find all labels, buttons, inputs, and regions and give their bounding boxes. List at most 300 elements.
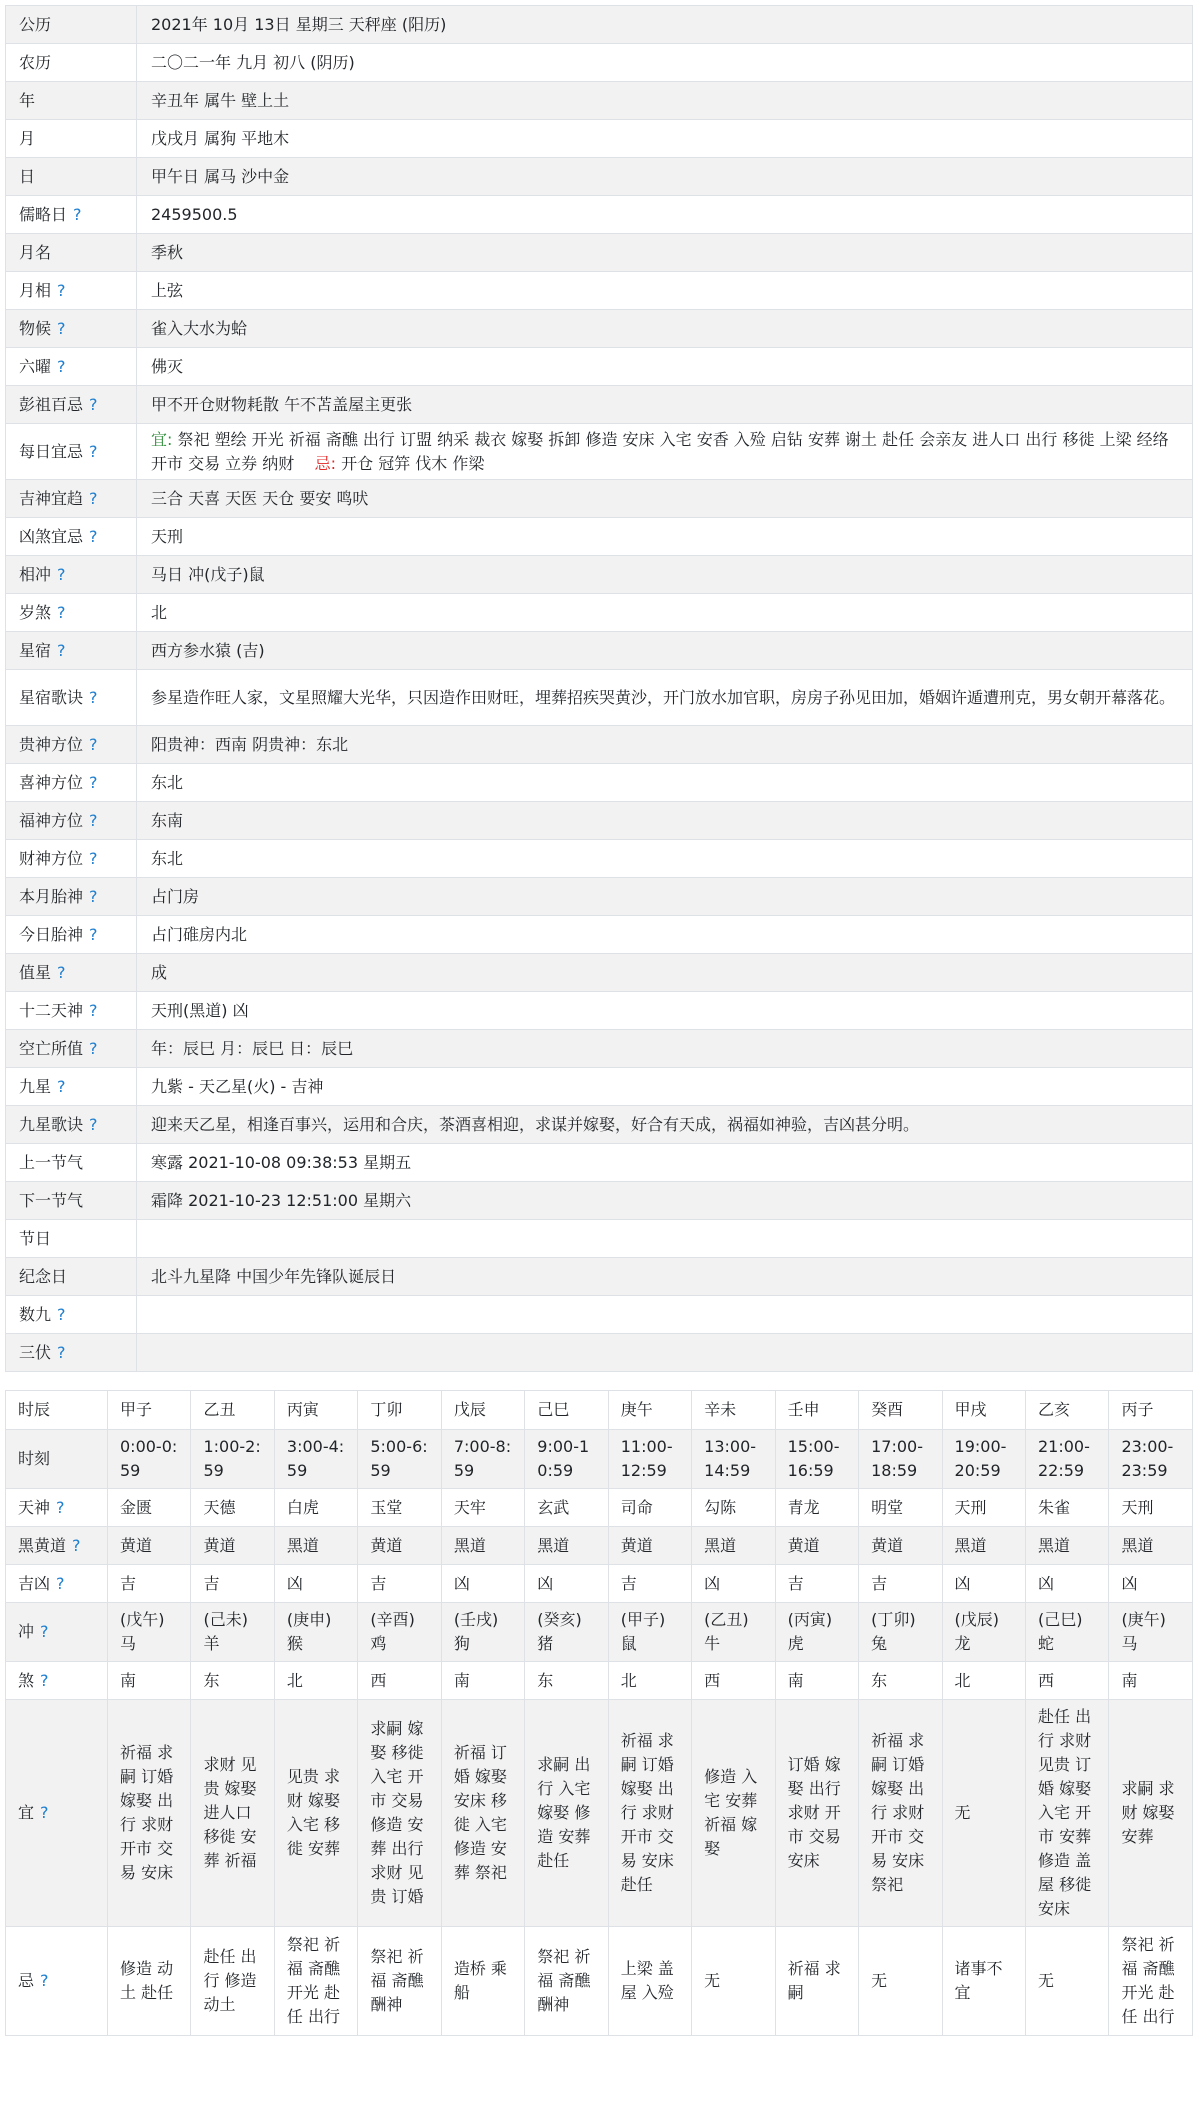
hours-cell: 黑道 (274, 1527, 357, 1565)
info-row-value: 北斗九星降 中国少年先锋队诞辰日 (151, 1266, 397, 1286)
hours-cell: 凶 (1109, 1565, 1193, 1603)
info-row (6, 632, 1193, 670)
hours-row-label: 冲 (18, 1622, 35, 1641)
help-icon[interactable]: ? (89, 734, 98, 754)
help-icon[interactable]: ? (40, 1670, 49, 1690)
info-row-label: 月相 (19, 280, 52, 300)
help-icon[interactable]: ? (57, 356, 66, 376)
info-row-label: 三伏 (19, 1342, 52, 1362)
info-row (6, 44, 1193, 82)
hours-cell: 修造 入宅 安葬 祈福 嫁娶 (692, 1700, 775, 1927)
help-icon[interactable]: ? (40, 1622, 49, 1641)
info-row-label-cell (6, 992, 137, 1030)
info-row-value-cell (137, 1334, 1193, 1372)
info-row-label-cell (6, 1106, 137, 1144)
almanac-page (5, 5, 1193, 2036)
info-row-value: 马日 冲(戊子)鼠 (151, 564, 265, 584)
hours-cell: 黄道 (358, 1527, 441, 1565)
hours-cell: 订婚 嫁娶 出行 求财 开市 交易 安床 (775, 1700, 858, 1927)
hours-cell: 1:00-2:59 (191, 1430, 274, 1489)
info-row-value-cell (137, 556, 1193, 594)
help-icon[interactable]: ? (57, 602, 66, 622)
info-row-value: 2459500.5 (151, 204, 238, 224)
hours-cell: 23:00-23:59 (1109, 1430, 1193, 1489)
info-row-value: 天刑 (151, 526, 184, 546)
info-row-label-cell (6, 670, 137, 726)
hours-cell: 白虎 (274, 1489, 357, 1527)
info-row (6, 310, 1193, 348)
info-row-label: 下一节气 (19, 1190, 84, 1210)
hours-cell: (庚午)马 (1109, 1603, 1193, 1662)
info-row-value-cell (137, 670, 1193, 726)
yi-tag: 宜: (151, 429, 173, 449)
info-row-value-cell (137, 878, 1193, 916)
info-row (6, 1334, 1193, 1372)
hours-cell: 北 (274, 1662, 357, 1700)
hours-cell: (戊辰)龙 (942, 1603, 1025, 1662)
help-icon[interactable]: ? (89, 1038, 98, 1058)
info-row-value: 甲不开仓财物耗散 午不苫盖屋主更张 (151, 394, 413, 414)
help-icon[interactable]: ? (89, 1000, 98, 1020)
info-row (6, 1030, 1193, 1068)
info-row-value-cell (137, 234, 1193, 272)
info-row (6, 1144, 1193, 1182)
help-icon[interactable]: ? (73, 204, 82, 224)
hours-cell: 祭祀 祈福 斋醮 开光 赴任 出行 (1109, 1927, 1193, 2036)
hours-cell: 无 (859, 1927, 942, 2036)
hours-cell: (丙寅)虎 (775, 1603, 858, 1662)
hours-cell: 吉 (608, 1565, 691, 1603)
hours-row (6, 1489, 1193, 1527)
info-row-label: 吉神宜趋 (19, 488, 84, 508)
info-row-label: 福神方位 (19, 810, 84, 830)
hours-cell: 赴任 出行 修造 动土 (191, 1927, 274, 2036)
info-row-label: 公历 (19, 14, 52, 34)
info-row-value: 雀入大水为蛤 (151, 318, 248, 338)
info-row-label: 彭祖百忌 (19, 394, 84, 414)
hours-cell: 南 (441, 1662, 524, 1700)
hours-cell: 求财 见贵 嫁娶 进人口 移徙 安葬 祈福 (191, 1700, 274, 1927)
hours-cell: 求嗣 嫁娶 移徙 入宅 开市 交易 修造 安葬 出行 求财 见贵 订婚 (358, 1700, 441, 1927)
info-row (6, 1220, 1193, 1258)
help-icon[interactable]: ? (57, 1304, 66, 1324)
hours-cell: 吉 (859, 1565, 942, 1603)
info-row-value-cell (137, 726, 1193, 764)
info-row-value: 辛丑年 属牛 壁上土 (151, 90, 290, 110)
help-icon[interactable]: ? (57, 962, 66, 982)
info-row (6, 840, 1193, 878)
hours-cell: 玄武 (525, 1489, 608, 1527)
hour-column-header: 壬申 (775, 1391, 858, 1430)
hours-cell: 修造 动土 赴任 (108, 1927, 191, 2036)
help-icon[interactable]: ? (57, 318, 66, 338)
info-row-label-cell (6, 518, 137, 556)
help-icon[interactable]: ? (40, 1971, 49, 1990)
help-icon[interactable]: ? (57, 1076, 66, 1096)
info-row-label: 贵神方位 (19, 734, 84, 754)
hours-cell: 祭祀 祈福 斋醮 酬神 (525, 1927, 608, 2036)
hours-cell: 西 (358, 1662, 441, 1700)
hours-row-label: 黑黄道 (18, 1535, 67, 1555)
info-row-label-cell (6, 1030, 137, 1068)
hours-cell: 21:00-22:59 (1025, 1430, 1108, 1489)
info-row (6, 1182, 1193, 1220)
hour-column-header: 庚午 (608, 1391, 691, 1430)
info-row-label: 日 (19, 166, 36, 186)
hour-column-header: 乙亥 (1025, 1391, 1108, 1430)
hours-row-label: 天神 (18, 1497, 51, 1517)
hours-cell: (辛酉)鸡 (358, 1603, 441, 1662)
info-row-value-cell (137, 6, 1193, 44)
info-row (6, 158, 1193, 196)
hours-cell: 北 (942, 1662, 1025, 1700)
info-row-value-cell (137, 594, 1193, 632)
info-row-label-cell (6, 196, 137, 234)
info-row-label-cell (6, 424, 137, 480)
hours-cell: 无 (942, 1700, 1025, 1927)
info-row-label-cell (6, 234, 137, 272)
hours-row-label-cell (6, 1700, 108, 1927)
info-row-label: 节日 (19, 1228, 52, 1248)
ji-tag: 忌: (314, 453, 337, 473)
hours-cell: 3:00-4:59 (274, 1430, 357, 1489)
info-row-value: 迎来天乙星，相逢百事兴，运用和合庆，茶酒喜相迎，求谋并嫁娶，好合有天成，祸福如神验，吉凶甚分明。 (151, 1114, 920, 1134)
hours-cell: 青龙 (775, 1489, 858, 1527)
hours-cell: 黄道 (108, 1527, 191, 1565)
hours-header-row (6, 1391, 1193, 1430)
hours-cell: 凶 (692, 1565, 775, 1603)
info-row-label-cell (6, 1296, 137, 1334)
info-row-value-cell (137, 1296, 1193, 1334)
info-row-label-cell (6, 272, 137, 310)
hours-cell: 凶 (274, 1565, 357, 1603)
hours-cell: 天刑 (1109, 1489, 1193, 1527)
info-row-value-cell (137, 954, 1193, 992)
info-row (6, 234, 1193, 272)
hours-cell: 玉堂 (358, 1489, 441, 1527)
hours-cell: 9:00-10:59 (525, 1430, 608, 1489)
info-row-label: 九星歌诀 (19, 1114, 84, 1134)
info-row-value: 天刑(黑道) 凶 (151, 1000, 249, 1020)
hours-cell: 西 (1025, 1662, 1108, 1700)
hours-row (6, 1700, 1193, 1927)
help-icon[interactable]: ? (89, 526, 98, 546)
hours-cell: 17:00-18:59 (859, 1430, 942, 1489)
info-row (6, 196, 1193, 234)
help-icon[interactable]: ? (57, 640, 66, 660)
hours-cell: 南 (108, 1662, 191, 1700)
hours-cell: 黑道 (1025, 1527, 1108, 1565)
hours-row (6, 1603, 1193, 1662)
hours-header-label: 时辰 (6, 1391, 108, 1430)
info-row-value-cell (137, 386, 1193, 424)
info-row-label: 相冲 (19, 564, 52, 584)
info-row-label: 儒略日 (19, 204, 68, 224)
info-row (6, 802, 1193, 840)
info-row-label-cell (6, 158, 137, 196)
info-row-value-cell (137, 158, 1193, 196)
hours-row-label-cell (6, 1565, 108, 1603)
info-row (6, 348, 1193, 386)
hours-row (6, 1565, 1193, 1603)
info-row (6, 916, 1193, 954)
help-icon[interactable]: ? (89, 848, 98, 868)
hours-cell: 黑道 (525, 1527, 608, 1565)
info-row-label: 财神方位 (19, 848, 84, 868)
hour-column-header: 乙丑 (191, 1391, 274, 1430)
help-icon[interactable]: ? (89, 1114, 98, 1134)
info-row-label: 星宿 (19, 640, 52, 660)
info-row-value: 霜降 2021-10-23 12:51:00 星期六 (151, 1190, 412, 1210)
help-icon[interactable]: ? (57, 1342, 66, 1362)
hours-cell: 祈福 求嗣 (775, 1927, 858, 2036)
hours-cell: 上梁 盖屋 入殓 (608, 1927, 691, 2036)
info-row-label: 数九 (19, 1304, 52, 1324)
info-row-value-cell (137, 82, 1193, 120)
info-row-label-cell (6, 386, 137, 424)
yi-items: 祭祀 塑绘 开光 祈福 斋醮 出行 订盟 纳采 裁衣 嫁娶 拆卸 修造 安床 入宅 安香 入殓 启钻 安葬 谢土 赴任 会亲友 进人口 出行 移徙 上梁 经络 开市 交易 立券 纳财 (151, 429, 1169, 473)
help-icon[interactable]: ? (89, 886, 98, 906)
hours-cell: 凶 (1025, 1565, 1108, 1603)
hour-column-header: 戊辰 (441, 1391, 524, 1430)
info-row-value-cell (137, 1182, 1193, 1220)
info-row (6, 556, 1193, 594)
info-row-value-cell (137, 1220, 1193, 1258)
hours-row-label: 忌 (18, 1971, 35, 1990)
info-row (6, 1068, 1193, 1106)
info-row-label: 纪念日 (19, 1266, 68, 1286)
info-row-label-cell (6, 310, 137, 348)
info-row (6, 764, 1193, 802)
info-row-label-cell (6, 594, 137, 632)
info-row-value-cell (137, 348, 1193, 386)
hours-cell: 无 (692, 1927, 775, 2036)
info-row (6, 272, 1193, 310)
hours-cell: 祭祀 祈福 斋醮 开光 赴任 出行 (274, 1927, 357, 2036)
info-row-value: 三合 天喜 天医 天仓 要安 鸣吠 (151, 488, 369, 508)
hours-cell: (己巳)蛇 (1025, 1603, 1108, 1662)
info-row-value-cell (137, 916, 1193, 954)
info-row-label: 农历 (19, 52, 52, 72)
hours-cell: 7:00-8:59 (441, 1430, 524, 1489)
info-row-label-cell (6, 348, 137, 386)
hours-row-label-cell (6, 1603, 108, 1662)
hours-row-label: 煞 (18, 1670, 35, 1690)
hours-cell: 凶 (942, 1565, 1025, 1603)
help-icon[interactable]: ? (57, 564, 66, 584)
info-row-label: 今日胎神 (19, 924, 84, 944)
hours-cell: 吉 (108, 1565, 191, 1603)
info-row-label: 星宿歌诀 (19, 687, 84, 707)
info-row-label: 月 (19, 128, 36, 148)
info-row (6, 1296, 1193, 1334)
hours-row (6, 1430, 1193, 1489)
info-row (6, 1258, 1193, 1296)
help-icon[interactable]: ? (72, 1535, 81, 1555)
info-row (6, 670, 1193, 726)
hour-column-header: 丙寅 (274, 1391, 357, 1430)
hours-row (6, 1662, 1193, 1700)
hours-row (6, 1927, 1193, 2036)
help-icon[interactable]: ? (56, 1497, 65, 1517)
hours-cell: (戊午)马 (108, 1603, 191, 1662)
hour-column-header: 甲戌 (942, 1391, 1025, 1430)
info-row-label: 喜神方位 (19, 772, 84, 792)
info-row-label-cell (6, 878, 137, 916)
hour-column-header: 丁卯 (358, 1391, 441, 1430)
info-row-label: 每日宜忌 (19, 441, 84, 461)
info-row-value-cell (137, 764, 1193, 802)
help-icon[interactable]: ? (89, 924, 98, 944)
info-row-value-cell (137, 992, 1193, 1030)
info-row-value-cell (137, 310, 1193, 348)
help-icon[interactable]: ? (89, 441, 98, 461)
info-row (6, 120, 1193, 158)
info-row-label: 岁煞 (19, 602, 52, 622)
hours-cell: 吉 (191, 1565, 274, 1603)
info-row-label-cell (6, 1068, 137, 1106)
hours-cell: 东 (859, 1662, 942, 1700)
hours-cell: 明堂 (859, 1489, 942, 1527)
info-row-value: 占门房 (151, 886, 200, 906)
hours-cell: 东 (191, 1662, 274, 1700)
info-row-value: 季秋 (151, 242, 184, 262)
info-row-value: 东北 (151, 772, 184, 792)
hours-cell: 0:00-0:59 (108, 1430, 191, 1489)
info-row-value-cell (137, 1068, 1193, 1106)
hours-row-label-cell (6, 1527, 108, 1565)
info-row-value-cell (137, 802, 1193, 840)
hours-cell: 勾陈 (692, 1489, 775, 1527)
hours-cell: 19:00-20:59 (942, 1430, 1025, 1489)
info-row-label-cell (6, 1258, 137, 1296)
hours-cell: 黑道 (692, 1527, 775, 1565)
info-row-value: 阳贵神：西南 阴贵神：东北 (151, 734, 349, 754)
info-row-label-cell (6, 726, 137, 764)
info-row-label: 值星 (19, 962, 52, 982)
info-row-label-cell (6, 480, 137, 518)
hours-cell: 天德 (191, 1489, 274, 1527)
hours-cell: (庚申)猴 (274, 1603, 357, 1662)
help-icon[interactable]: ? (89, 772, 98, 792)
hours-row-label-cell (6, 1430, 108, 1489)
hours-cell: 北 (608, 1662, 691, 1700)
info-row (6, 518, 1193, 556)
hours-cell: 金匮 (108, 1489, 191, 1527)
hour-column-header: 癸酉 (859, 1391, 942, 1430)
info-row (6, 878, 1193, 916)
info-row-label: 物候 (19, 318, 52, 338)
hour-column-header: 辛未 (692, 1391, 775, 1430)
help-icon[interactable]: ? (89, 394, 98, 414)
info-row-label: 凶煞宜忌 (19, 526, 84, 546)
hours-cell: 13:00-14:59 (692, 1430, 775, 1489)
hours-cell: 凶 (441, 1565, 524, 1603)
info-row-label-cell (6, 916, 137, 954)
hours-cell: 西 (692, 1662, 775, 1700)
hours-cell: 赴任 出行 求财 见贵 订婚 嫁娶 入宅 开市 安葬 修造 盖屋 移徙 安床 (1025, 1700, 1108, 1927)
info-row-label-cell (6, 556, 137, 594)
info-row-label-cell (6, 764, 137, 802)
info-row-value-cell (137, 518, 1193, 556)
hours-cell: 祈福 订婚 嫁娶 安床 移徙 入宅 修造 安葬 祭祀 (441, 1700, 524, 1927)
hours-cell: 求嗣 出行 入宅 嫁娶 修造 安葬 赴任 (525, 1700, 608, 1927)
hours-cell: 11:00-12:59 (608, 1430, 691, 1489)
info-row (6, 82, 1193, 120)
info-row-label-cell (6, 6, 137, 44)
info-row-label-cell (6, 44, 137, 82)
hours-cell: 见贵 求财 嫁娶 入宅 移徙 安葬 (274, 1700, 357, 1927)
help-icon[interactable]: ? (56, 1573, 65, 1593)
hours-cell: (己未)羊 (191, 1603, 274, 1662)
info-row-label: 十二天神 (19, 1000, 84, 1020)
hours-cell: 黑道 (441, 1527, 524, 1565)
info-row-value: 西方参水猿 (吉) (151, 640, 265, 660)
hours-cell: 司命 (608, 1489, 691, 1527)
info-row-value-cell (137, 840, 1193, 878)
info-row-value-cell (137, 272, 1193, 310)
help-icon[interactable]: ? (57, 280, 66, 300)
info-row-value-cell (137, 44, 1193, 82)
hours-row-label-cell (6, 1927, 108, 2036)
hours-cell: 祭祀 祈福 斋醮 酬神 (358, 1927, 441, 2036)
info-row-value-cell (137, 480, 1193, 518)
info-row-value: 北 (151, 602, 168, 622)
help-icon[interactable]: ? (89, 687, 98, 707)
hours-cell: (甲子)鼠 (608, 1603, 691, 1662)
hours-row-label: 宜 (18, 1803, 35, 1822)
info-row-label: 空亡所值 (19, 1038, 84, 1058)
hours-cell: 祈福 求嗣 订婚 嫁娶 出行 求财 开市 交易 安床 祭祀 (859, 1700, 942, 1927)
info-row-value: 东南 (151, 810, 184, 830)
hours-cell: 朱雀 (1025, 1489, 1108, 1527)
hours-cell: 南 (775, 1662, 858, 1700)
help-icon[interactable]: ? (89, 810, 98, 830)
info-row-value: 寒露 2021-10-08 09:38:53 星期五 (151, 1152, 412, 1172)
info-row (6, 424, 1193, 480)
hours-cell: 凶 (525, 1565, 608, 1603)
info-row-label: 本月胎神 (19, 886, 84, 906)
hour-column-header: 甲子 (108, 1391, 191, 1430)
hours-table (5, 1390, 1193, 2036)
hours-row (6, 1527, 1193, 1565)
info-row (6, 992, 1193, 1030)
hours-cell: 15:00-16:59 (775, 1430, 858, 1489)
info-row-label: 上一节气 (19, 1152, 84, 1172)
info-row-value-cell (137, 1030, 1193, 1068)
help-icon[interactable]: ? (89, 488, 98, 508)
info-row (6, 1106, 1193, 1144)
hours-row-label: 吉凶 (18, 1573, 51, 1593)
help-icon[interactable]: ? (40, 1803, 49, 1822)
info-row-value: 2021年 10月 13日 星期三 天秤座 (阳历) (151, 14, 447, 34)
info-row-label-cell (6, 82, 137, 120)
info-row-label-cell (6, 840, 137, 878)
hour-column-header: 丙子 (1109, 1391, 1193, 1430)
info-row-label-cell (6, 954, 137, 992)
hours-cell: (乙丑)牛 (692, 1603, 775, 1662)
almanac-info-table (5, 5, 1193, 1372)
info-row-value-cell (137, 424, 1193, 480)
info-row (6, 954, 1193, 992)
info-row-label: 九星 (19, 1076, 52, 1096)
hours-cell: 造桥 乘船 (441, 1927, 524, 2036)
info-row-value: 占门碓房内北 (151, 924, 248, 944)
info-row-label-cell (6, 1220, 137, 1258)
hours-cell: 无 (1025, 1927, 1108, 2036)
info-row-value: 参星造作旺人家，文星照耀大光华，只因造作田财旺，埋葬招疾哭黄沙，开门放水加官职，房房子孙见田加，婚姻许遁遭刑克，男女朝开幕落花。 (151, 687, 1176, 707)
hours-cell: (壬戌)狗 (441, 1603, 524, 1662)
